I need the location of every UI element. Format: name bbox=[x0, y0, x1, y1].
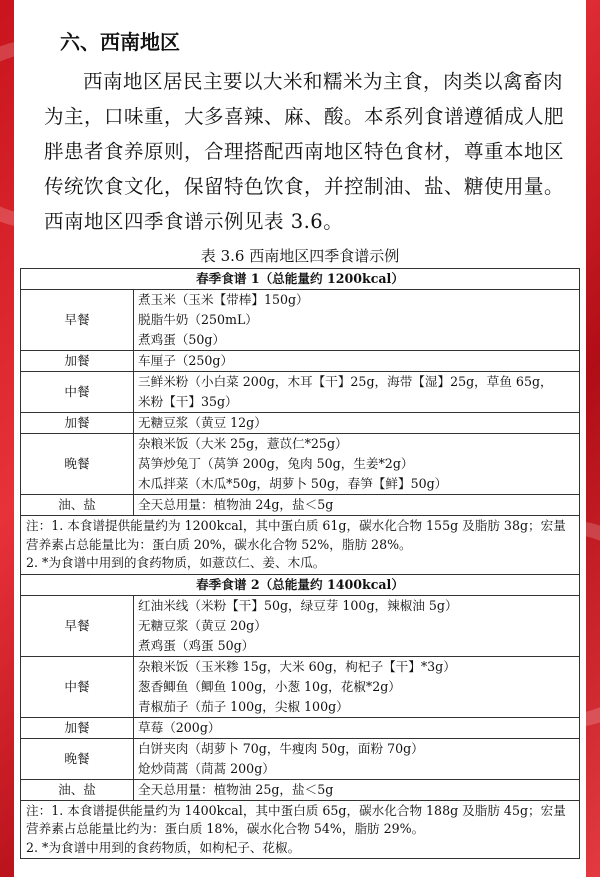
table-row bbox=[21, 495, 580, 516]
meal-label: 早餐 bbox=[21, 290, 134, 351]
oil-salt-usage: 全天总用量：植物油 25g，盐＜5g bbox=[134, 779, 580, 800]
food-item: 红油米线（米粉【干】50g，绿豆芽 100g，辣椒油 5g） bbox=[138, 597, 458, 613]
recipe1-notes bbox=[21, 516, 580, 575]
recipe1-header: 春季食谱 1（总能量约 1200kcal） bbox=[21, 269, 580, 290]
table-row bbox=[21, 738, 580, 779]
meal-label: 加餐 bbox=[21, 413, 134, 434]
table-row bbox=[21, 595, 580, 656]
table-row bbox=[21, 269, 580, 290]
meal-items bbox=[134, 434, 580, 495]
food-item: 米粉【干】35g） bbox=[138, 394, 238, 409]
meal-label: 中餐 bbox=[21, 656, 134, 717]
table-row bbox=[21, 413, 580, 434]
table-row bbox=[21, 574, 580, 595]
table-row bbox=[21, 290, 580, 351]
table-caption: 表 3.6 西南地区四季食谱示例 bbox=[200, 247, 400, 265]
food-item: 白饼夹肉（胡萝卜 70g，牛瘦肉 50g，面粉 70g） bbox=[138, 740, 424, 756]
meal-items bbox=[134, 372, 580, 413]
food-item: 车厘子（250g） bbox=[134, 351, 580, 372]
food-item: 无糖豆浆（黄豆 20g） bbox=[138, 617, 267, 633]
table-row bbox=[21, 800, 580, 859]
food-item: 无糖豆浆（黄豆 12g） bbox=[134, 413, 580, 434]
note-line: 2. *为食谱中用到的食药物质，如枸杞子、花椒。 bbox=[26, 839, 301, 855]
meal-label: 中餐 bbox=[21, 372, 134, 413]
document-page bbox=[14, 0, 586, 877]
table-row bbox=[21, 434, 580, 495]
food-item: 炝炒茼蒿（茼蒿 200g） bbox=[138, 760, 275, 776]
meal-label: 加餐 bbox=[21, 351, 134, 372]
note-line: 注：1. 本食谱提供能量约为 1200kcal，其中蛋白质 61g，碳水化合物 155g 及脂肪 38g；宏量营养素占总能量比为：蛋白质 20%，碳水化合物 52%，脂肪 28%。 bbox=[26, 518, 566, 552]
food-item: 葱香鲫鱼（鲫鱼 100g，小葱 10g，花椒*2g） bbox=[138, 678, 401, 694]
note-line: 2. *为食谱中用到的食药物质，如薏苡仁、姜、木瓜。 bbox=[26, 555, 326, 570]
food-item: 莴笋炒兔丁（莴笋 200g，兔肉 50g，生姜*2g） bbox=[138, 456, 414, 471]
meal-items bbox=[134, 656, 580, 717]
table-row bbox=[21, 656, 580, 717]
meal-label: 油、盐 bbox=[21, 779, 134, 800]
food-item: 青椒茄子（茄子 100g，尖椒 100g） bbox=[138, 698, 349, 714]
meal-label: 晚餐 bbox=[21, 738, 134, 779]
recipe-table bbox=[20, 268, 580, 859]
table-row bbox=[21, 717, 580, 738]
meal-label: 加餐 bbox=[21, 717, 134, 738]
food-item: 杂粮米饭（玉米糁 15g，大米 60g，枸杞子【干】*3g） bbox=[138, 658, 456, 674]
table-row bbox=[21, 516, 580, 575]
recipe2-header: 春季食谱 2（总能量约 1400kcal） bbox=[21, 574, 580, 595]
food-item: 木瓜拌菜（木瓜*50g，胡萝卜 50g，春笋【鲜】50g） bbox=[138, 476, 448, 491]
food-item: 煮玉米（玉米【带棒】150g） bbox=[138, 292, 309, 307]
meal-items bbox=[134, 738, 580, 779]
intro-paragraph: 西南地区居民主要以大米和糯米为主食，肉类以禽畜肉为主，口味重，大多喜辣、麻、酸。本系列食谱遵循成人肥胖患者食养原则，合理搭配西南地区特色食材，尊重本地区传统饮食文化，保留特色饮食，并控制油、盐、糖使用量。西南地区四季食谱示例见表 3.6。 bbox=[44, 70, 565, 233]
food-item: 杂粮米饭（大米 25g，薏苡仁*25g） bbox=[138, 436, 348, 451]
table-row bbox=[21, 351, 580, 372]
meal-label: 油、盐 bbox=[21, 495, 134, 516]
meal-items bbox=[134, 595, 580, 656]
table-row bbox=[21, 372, 580, 413]
meal-items bbox=[134, 290, 580, 351]
meal-label: 早餐 bbox=[21, 595, 134, 656]
table-row bbox=[21, 779, 580, 800]
food-item: 煮鸡蛋（鸡蛋 50g） bbox=[138, 637, 255, 653]
food-item: 煮鸡蛋（50g） bbox=[138, 332, 226, 347]
meal-label: 晚餐 bbox=[21, 434, 134, 495]
food-item: 三鲜米粉（小白菜 200g，木耳【干】25g，海带【湿】25g，草鱼 65g， bbox=[138, 374, 553, 389]
note-line: 注：1. 本食谱提供能量约为 1400kcal，其中蛋白质 65g，碳水化合物 188g 及脂肪 45g；宏量营养素占总能量比约为：蛋白质 18%，碳水化合物 54%，脂肪 29%。 bbox=[26, 802, 566, 836]
oil-salt-usage: 全天总用量：植物油 24g，盐＜5g bbox=[134, 495, 580, 516]
food-item: 脱脂牛奶（250mL） bbox=[138, 312, 258, 327]
food-item: 草莓（200g） bbox=[134, 717, 580, 738]
section-title: 六、西南地区 bbox=[60, 30, 180, 54]
recipe2-notes bbox=[21, 800, 580, 859]
